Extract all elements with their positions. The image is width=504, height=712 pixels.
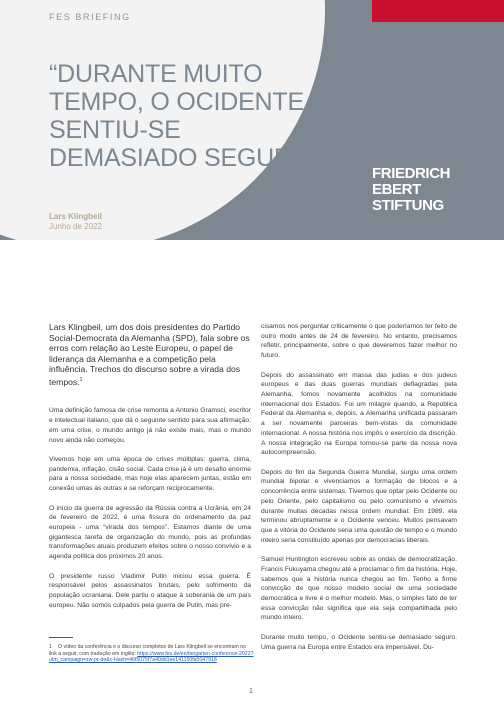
logo-line-3: STIFTUNG [372, 197, 444, 214]
series-label: FES BRIEFING [49, 12, 131, 22]
body-paragraph: O início da guerra de agressão da Rússia contra a Ucrânia, em 24 de fevereiro de 2022, é uma fissura do ordenamento da paz europeia - uma “virada dos tempos”. Estamos diante de uma gigantesca tarefa de organização do mundo, pois as profundas transformações atuais produzem efeitos sobre o nosso convívio e a agenda política dos próximos 20 anos. [49, 504, 251, 561]
body-paragraph: Uma definição famosa de crise remonta a Antonio Gramsci, escritor e intelectual italiano, que dá o seguinte sentido para sua afirmação: em uma crise, o mundo antigo já não existe mais, mas o mundo novo ainda não começou. [49, 407, 251, 444]
body-paragraph: Depois do assassinato em massa das judias e dos judeus europeus e das duas guerras mundiais deflagradas pela Alemanha, fomos novamente acolhidos na comunidade internacional dos Estados. Foi um milagre quando, a República Federal da Alemanha e, depois, a Alemanha unificada passaram a ser novamente parceiras bem-vistas da comunidade internacional. A nossa história nos impôs o exercício da discrição. A nossa integração na Europa tornou-se parte da nossa nova autocompreensão. [261, 371, 457, 457]
lead-text: Lars Klingbeil, um dos dois presidentes do Partido Social-Democrata da Alemanha (SPD), fala sobre os erros com relação ao Leste Europeu, o papel de liderança da Alemanha e a competição pela influência. Trechos do discurso sobre a virada dos tempos. [49, 322, 250, 387]
logo-line-1: FRIEDRICH [372, 165, 451, 182]
page-title: “DURANTE MUITO TEMPO, O OCIDENTE SENTIU-SE DEMASIADO SEGURO” [49, 60, 320, 172]
body-paragraph: cisamos nos perguntar criticamente o que poderíamos ter feito de outro modo antes de 24 de fevereiro. No entanto, precisamos refletir, principalmente, sobre o que deveremos fazer melhor no futuro. [261, 323, 457, 360]
body-paragraph: O presidente russo Vladimir Putin iniciou essa guerra. É responsável pelos assassinatos brutais, pelo sofrimento da população ucraniana. Dele partiu o ataque à soberania de um país europeu. Não somos culpados pela guerra de Putin, mas pre- [49, 572, 251, 609]
footnote-number: 1 [49, 644, 52, 650]
page-number: 1 [249, 688, 253, 695]
left-column [49, 322, 251, 620]
body-paragraph: Durante muito tempo, o Ocidente sentiu-se demasiado seguro. Uma guerra na Europa entre Estados era impensável. Du- [261, 633, 457, 651]
right-column [261, 322, 457, 662]
footnote-divider [49, 637, 73, 638]
footnote-text: O vídeo da conferência e o discurso completos de Lars Klingbeil se encontram no link a seguir, com tradução em inglês: [49, 644, 247, 657]
lead-paragraph [49, 322, 251, 387]
header-band [0, 0, 504, 240]
author-name: Lars Klingbeil [49, 212, 102, 221]
fes-logo [372, 166, 450, 214]
body-paragraph: Vivemos hoje em uma época de crises múltiplas: guerra, clima, pandemia, inflação, cisão social. Cada crise já é um desafio enorme para a nossa sociedade, mas hoje elas aparecem juntas, estão em conexão umas às outras e se reforçam reciprocamente. [49, 456, 251, 493]
red-accent-tab [372, 0, 504, 22]
logo-line-2: EBERT [372, 181, 421, 198]
footnote [49, 644, 255, 664]
footnote-ref[interactable]: 1 [79, 376, 83, 383]
publication-date: Junho de 2022 [49, 222, 102, 231]
body-paragraph: Samuel Huntington escreveu sobre as ondas de democratização. Francis Fukuyama chegou até a proclamar o fim da história. Hoje, sabemos que a história nunca chegou ao fim. Tenho a firme convicção de que nosso modelo social de uma sociedade democrática e livre é o melhor modelo. Mas, o simples fato de ter essa convicção não significa que ela seja compartilhada pelo mundo inteiro. [261, 556, 457, 622]
body-paragraph: Depois do fim da Segunda Guerra Mundial, surgiu uma ordem mundial bipolar e vivenciamos a formação de blocos e a concorrência entre sistemas. Tivemos que optar pelo Ocidente ou pelo Oriente, pelo capitalismo ou pelo comunismo e vivemos durante muitas décadas nessa ordem mundial. Em 1989, ela terminou abruptamente e o Ocidente venceu. Muitos pensavam que a vitória do Ocidente seria uma questão de tempo e o mundo inteiro seria constituído apenas por democracias liberais. [261, 468, 457, 544]
footnote-link[interactable]: https://www.fes.de/en/tiergarten-conference-2022?utm_campaign=zw-pr-de&c-Hash=46f5075f7a40dd1ee141150fa5047918 [49, 650, 254, 664]
